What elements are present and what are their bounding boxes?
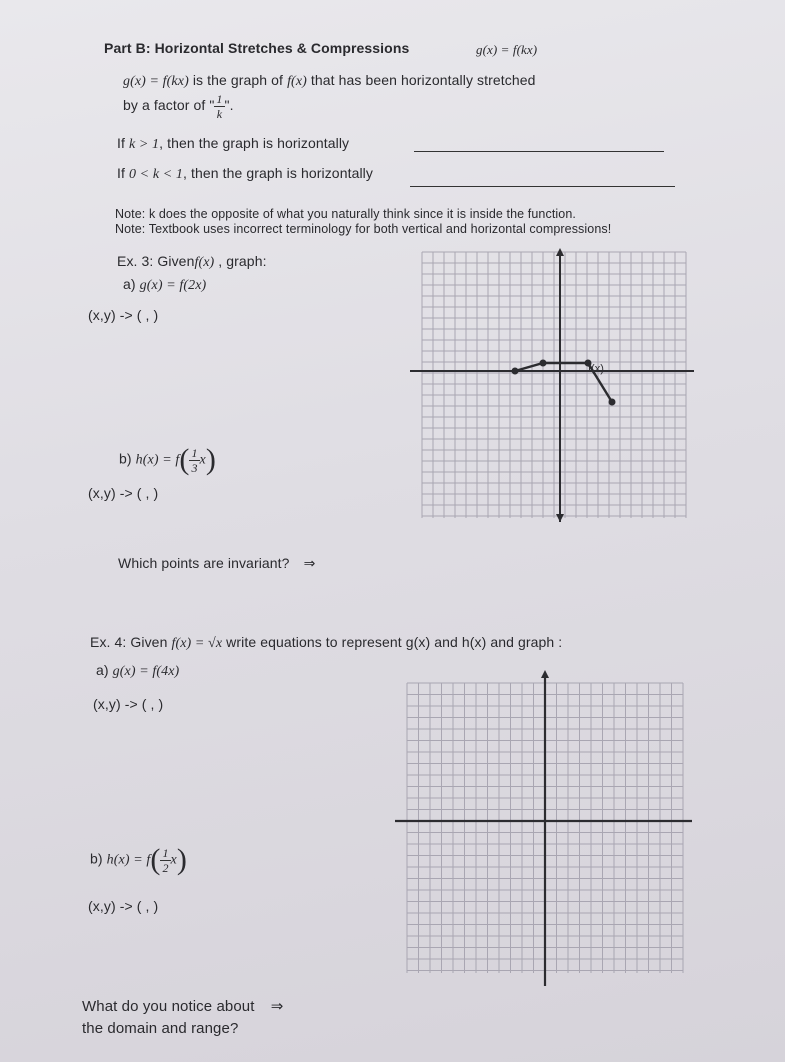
ex3-heading-tail: , graph: — [218, 253, 267, 269]
ex4-b-equation: h(x) = f — [106, 852, 151, 868]
ex3-b-num: 1 — [191, 445, 198, 460]
ex3-y-arrow-down — [556, 514, 564, 522]
header-formula: g(x) = f(kx) — [476, 42, 538, 57]
factor-den: k — [216, 107, 223, 121]
ex4-part-a — [96, 662, 179, 680]
intro-factor-text: by a factor of — [123, 97, 206, 114]
invariant-arrow: ⇒ — [303, 555, 316, 571]
ex4-b-mapping: (x,y) -> ( , ) — [88, 898, 159, 914]
condition-2 — [117, 165, 373, 183]
ex3-graph — [400, 240, 700, 525]
domain-range-text-1: What do you notice about — [82, 998, 255, 1015]
condition-1-prefix: If — [117, 135, 125, 151]
invariant-question — [118, 555, 315, 572]
ex4-heading — [90, 634, 562, 652]
ex3-part-b: b) h(x) = f( $\frac{1}{3}$ x) — [119, 443, 216, 476]
note-1: Note: k does the opposite of what you naturally think since it is inside the function. — [115, 207, 576, 221]
factor-num: 1 — [216, 92, 223, 106]
ex3-point-1 — [512, 368, 519, 375]
condition-1-blank[interactable] — [414, 151, 664, 152]
ex4-a-mapping: (x,y) -> ( , ) — [93, 696, 164, 712]
ex4-a-label: a) — [96, 662, 109, 678]
ex3-b-var: x — [199, 452, 206, 468]
intro-line-2: by a factor of " $\frac{1}{k}$ ". — [123, 92, 234, 121]
intro-formula: g(x) = f(kx) — [123, 74, 189, 89]
ex4-heading-pre: Ex. 4: Given — [90, 634, 168, 650]
ex3-a-equation: g(x) = f(2x) — [139, 278, 207, 293]
ex3-b-den: 3 — [191, 460, 198, 475]
condition-2-inequality: 0 < k < 1 — [128, 167, 183, 182]
condition-1 — [117, 135, 349, 153]
intro-line-1 — [123, 72, 536, 90]
ex4-fx: f(x) = √x — [171, 636, 223, 651]
ex4-b-num: 1 — [162, 845, 169, 860]
ex4-part-b: b) h(x) = f( $\frac{1}{2}$ x) — [90, 843, 187, 876]
ex4-y-arrow-up — [541, 670, 549, 678]
ex4-b-var: x — [170, 852, 177, 868]
ex3-heading-text: Ex. 3: Given — [117, 253, 195, 269]
ex3-b-mapping: (x,y) -> ( , ) — [88, 485, 159, 501]
domain-range-question-2: the domain and range? — [82, 1020, 239, 1037]
section-title: Part B: Horizontal Stretches & Compressions — [104, 40, 410, 56]
condition-1-inequality: k > 1 — [128, 137, 160, 152]
intro-fx: f(x) — [287, 74, 307, 89]
intro-text: is the graph of — [192, 72, 284, 88]
ex4-a-equation: g(x) = f(4x) — [112, 664, 180, 679]
ex4-heading-post: write equations to represent g(x) and h(x) and graph : — [226, 634, 563, 650]
intro-rest: that has been horizontally stretched — [310, 72, 536, 88]
ex3-heading — [117, 253, 267, 271]
ex4-b-den: 2 — [162, 860, 169, 875]
ex4-b-fraction — [160, 846, 170, 875]
condition-2-blank[interactable] — [410, 186, 675, 187]
ex3-a-label: a) — [123, 276, 136, 292]
ex3-b-label: b) — [119, 450, 132, 467]
ex3-fx: f(x) — [194, 255, 215, 270]
condition-2-text: , then the graph is horizontally — [183, 165, 373, 181]
domain-range-arrow: ⇒ — [270, 998, 284, 1015]
ex3-point-4 — [609, 399, 616, 406]
condition-2-prefix: If — [117, 165, 125, 181]
ex3-fx-label: f(x) — [588, 363, 604, 375]
note-2: Note: Textbook uses incorrect terminology for both vertical and horizontal compressions! — [115, 222, 612, 236]
ex3-a-mapping: (x,y) -> ( , ) — [88, 307, 159, 323]
ex4-graph — [395, 668, 695, 993]
ex3-point-2 — [540, 360, 547, 367]
factor-fraction — [214, 92, 224, 121]
domain-range-question-1 — [82, 997, 283, 1015]
ex3-b-equation: h(x) = f — [135, 452, 180, 468]
invariant-text: Which points are invariant? — [118, 555, 290, 571]
ex3-part-a — [123, 276, 206, 294]
ex3-b-fraction — [189, 446, 199, 475]
condition-1-text: , then the graph is horizontally — [159, 135, 350, 151]
ex4-b-label: b) — [90, 850, 103, 867]
